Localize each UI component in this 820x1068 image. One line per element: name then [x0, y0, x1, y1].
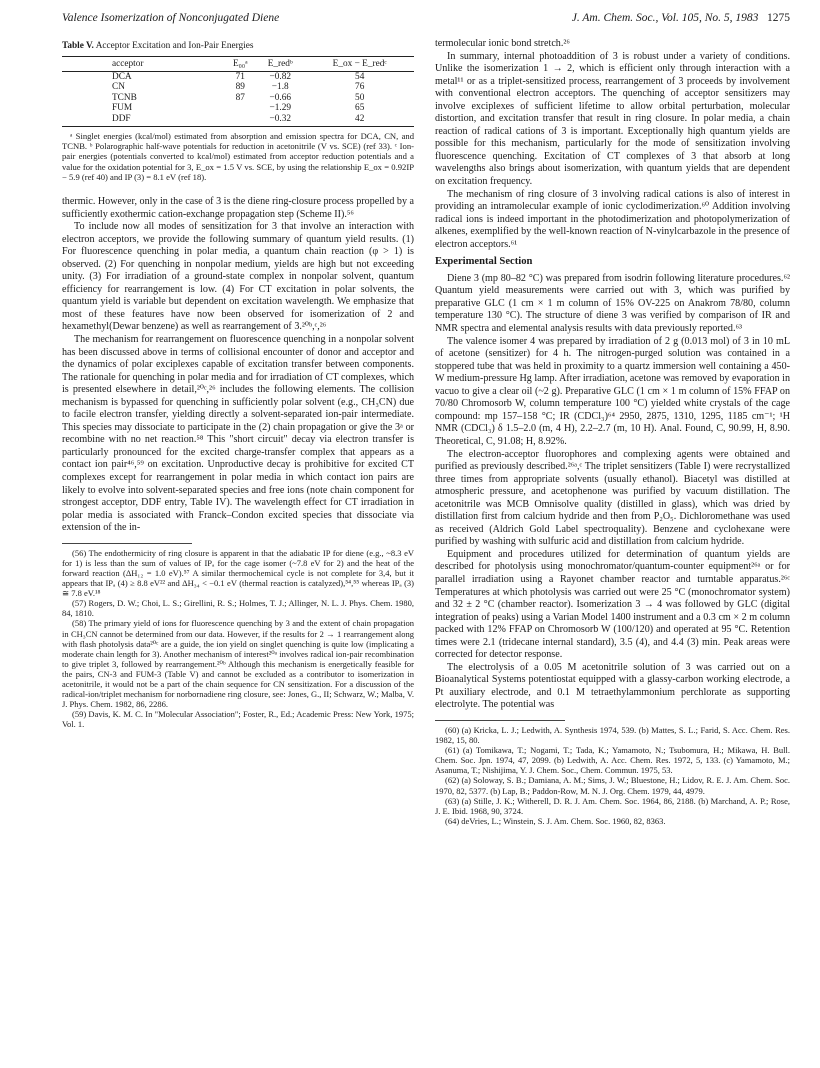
table-title: Acceptor Excitation and Ion-Pair Energies — [95, 41, 254, 51]
table-cell: −0.32 — [255, 114, 305, 127]
body-paragraph: thermic. However, only in the case of 3 is the diene ring-closure process propelled by a sufficiently exothermic cation-exchange propagation step (Scheme II).⁵⁶ — [62, 196, 414, 220]
experimental-paragraph: The electron-acceptor fluorophores and complexing agents were obtained and purified as previously described.²⁶ᵃ,ᶜ The triplet sensitizers (Table I) were recrystallized three times from appropriate solvents (usually ethanol). Biacetyl was distilled at atmospheric pressure, and acetophenone was purified by vacuum distillation. The acetonitrile was MCB Omnisolve quality (distilled in glass), which was dried by distillation first from calcium hydride and then from P₂O₅. Dichloromethane was used as received (Aldrich Gold Label spectroquality). Benzene and cyclohexane were purified by washing with sulfuric acid and distillation from calcium hydride. — [435, 448, 790, 548]
table-row — [62, 114, 414, 127]
table-cell: −0.82 — [269, 71, 291, 82]
footnote: (61) (a) Tomikawa, T.; Nogami, T.; Tada, K.; Yamamoto, N.; Tsubomura, H.; Mikawa, H. Bull. Chem. Soc. Jpn. 1974, 47, 2099. (b) Ledwith, A. Acc. Chem. Res. 1972, 5, 133. (c) Yamamoto, M.; Asanuma, T.; Nishijima, Y. J. Chem. Soc., Chem. Commun. 1975, 53. — [435, 745, 790, 776]
table-cell: DCA — [112, 71, 132, 82]
section-heading: Experimental Section — [435, 256, 533, 268]
footnote: (57) Rogers, D. W.; Choi, L. S.; Girellini, R. S.; Holmes, T. J.; Allinger, N. L. J. Phys. Chem. 1980, 84, 1810. — [62, 598, 414, 619]
body-paragraph: The mechanism of ring closure of 3 involving radical cations is also of interest in providing an intramolecular example of ionic cyclodimerization.⁶⁰ Addition involving radical ions is indeed important in the photodimerization and photopolymerization of alkenes, exemplified by the well-known reaction of N-vinylcarbazole in the presence of electron acceptors.⁶¹ — [435, 188, 790, 250]
body-paragraph: To include now all modes of sensitization for 3 that involve an interaction with electron acceptors, we provide the following summary of quantum yield results. (1) For fluorescence quenching in polar media, a quantum chain reaction (φ > 1) is observed. (2) For quenching in nonpolar medium, yields are high but not exceeding unity. (3) For irradiation of a ground-state complex in nonpolar solvent, quantum efficiency for rearrangement is low. (4) For CT excitation in polar solvents, the quantum yield is variable but dependent on excitation wavelength. We emphasize that most of these features have now been observed for isomerization of 2 and hexamethyl(Dewar benzene) as well as rearrangement of 3.²⁰ᵇ,ᶜ,²⁶ — [62, 221, 414, 333]
table-cell: 54 — [355, 71, 365, 82]
table-cell: 65 — [355, 103, 365, 114]
table-header-cell: E₀₀ᵃ — [226, 56, 256, 71]
table-caption — [62, 40, 414, 53]
body-paragraph: The mechanism for rearrangement on fluorescence quenching in a nonpolar solvent has been discussed above in terms of collisional encounter of donor and acceptor and the dynamics of polar exciplexes capable of excitation transfer between components. The rationale for quenching in polar media and for irradiation of CT complexes, which is presented elsewhere in detail,²⁰ᶜ,²⁶ includes the following elements. The collision mechanism is bypassed for quenching in sufficiently polar solvent (e.g., CH₃CN) due to facile electron transfer, yielding directly a solvent-separated ion-pair intermediate. This species may dissociate to participate in the (2) chain propagation or give the 3ᵃ or recombine with no net reaction.⁵⁸ This "short circuit" decay via electron transfer is particularly pronounced for the excited charge-transfer complex that appears as a contact ion pair⁴⁶,⁵⁹ on excitation. Unproductive decay is prohibitive for excited CT complexes except for rearrangement in polar media in which contact ion pairs are likely to evolve into solvent-separated species and free ions (note chain component for strongest acceptor, DDF entry, Table IV). The wavelength effect for CT irradiation in polar media is associated with Franck–Condon excited species that dissociate via extension of the in- — [62, 334, 414, 534]
table-header-cell: E_ox − E_redᶜ — [305, 56, 414, 71]
left-column — [62, 38, 414, 729]
footnote-divider — [435, 720, 565, 721]
table-cell: −1.29 — [269, 103, 291, 114]
footnote: (56) The endothermicity of ring closure is apparent in that the adiabatic IP for diene (e.g., ~8.3 eV for 1) is less than the sum of values of IPₐ for the cage isomer (~7.8 eV for 2) and the heat of the forward reaction (ΔH₁₂ = 1.0 eV).⁵⁷ A similar thermochemical cycle is not complete for 3,4, but it appears that IPₐ (4) ≥ 8.8 eV²² and ΔH₃₄ < −0.1 eV (thermal reaction is catalyzed),⁵⁴,⁵⁵ whereas IPₐ (3) ≅ 7.8 eV.¹⁸ — [62, 547, 414, 599]
energies-table — [62, 56, 414, 127]
right-column — [435, 38, 790, 826]
table-cell: 87 — [235, 92, 245, 103]
experimental-paragraph: Diene 3 (mp 80–82 °C) was prepared from isodrin following literature procedures.⁶² Quantum yield measurements were carried out with 3, which was purified by preparative GLC (1 cm × 1 m column of 15% OV-225 on Anakrom 78/80, column temperature 130 °C). The structure of diene 3 was verified by comparison of IR and NMR spectra and elemental analysis results with data previously reported.⁶³ — [435, 272, 790, 335]
table-header-cell: acceptor — [62, 56, 226, 71]
table-cell — [226, 114, 256, 127]
body-paragraph: In summary, internal photoaddition of 3 is robust under a variety of conditions. Unlike the isomerization 1 → 2, which is efficient only through interaction with a metal¹¹ or as a triplet-sensitized process, rearrangement of 3 proceeds by involvement with conventional electron acceptors. The quenching of acceptor sensitizers may involve exciplexes of sufficient lifetime to allow orbital perturbation, molecular distortion, and excitation transfer that result in ring closure. In polar media, a chain reaction of radical cations of 3 is important. Exceptionally high quantum yields are possible for this mechanism, particularly for the mode of sensitization involving fluorescence quenching. Excitation of CT complexes of 3 that absorb at long wavelengths also brings about isomerization, with quantum yields that are dependent on excitation frequency. — [435, 50, 790, 188]
experimental-paragraph: The electrolysis of a 0.05 M acetonitrile solution of 3 was carried out on a Bioanalytical Systems potentiostat equipped with a glassy-carbon working electrode, a Pt auxiliary electrode, and 0.1 M tetraethylammonium perchlorate as supporting electrolyte. The potential was — [435, 661, 790, 711]
footnote: (59) Davis, K. M. C. In "Molecular Association"; Foster, R., Ed.; Academic Press: New York, 1975; Vol. 1. — [62, 709, 414, 730]
table-row — [62, 71, 414, 82]
footnote-divider — [62, 543, 192, 544]
footnote: (60) (a) Kricka, L. J.; Ledwith, A. Synthesis 1974, 539. (b) Mattes, S. L.; Farid, S. Acc. Chem. Res. 1982, 15, 80. — [435, 724, 790, 746]
table-cell: 76 — [355, 82, 365, 93]
table-cell: −0.66 — [269, 92, 291, 103]
page-number: 1275 — [767, 12, 790, 24]
table-cell: 71 — [235, 71, 245, 82]
journal-citation: J. Am. Chem. Soc., Vol. 105, No. 5, 1983 — [571, 12, 759, 24]
table-cell — [226, 103, 256, 113]
experimental-paragraph: The valence isomer 4 was prepared by irradiation of 2 g (0.013 mol) of 3 in 10 mL of acetone (sensitizer) for 4 h. The nitrogen-purged solution was contained in a stoppered tube that was held in proximity to a quartz immersion well containing a 450-W medium-pressure Hg lamp. After irradiation, acetone was removed by evaporation in vacuo to give a clear oil (~2 g). Preparative GLC (1 cm × 1 m column of 15% FFAP on 70/80 Chromosorb W, column temperature 100 °C) yielded white crystals of the cage compound: mp 157–158 °C; IR (CDCl₃)⁶⁴ 2950, 2875, 1310, 1295, 1185 cm⁻¹; ¹H NMR (CDCl₃) δ 1.5–2.0 (m, 4 H), 2.2–2.7 (m, 10 H). Anal. Found, C, 90.99, H, 8.90. Theoretical, C, 91.08; H, 8.92%. — [435, 335, 790, 447]
table-cell: 50 — [355, 92, 365, 103]
footnote: (64) deVries, L.; Winstein, S. J. Am. Chem. Soc. 1960, 82, 8363. — [445, 815, 666, 826]
table-row — [62, 82, 414, 92]
experimental-paragraph: Equipment and procedures utilized for determination of quantum yields are described for photolysis using monochromator/quantum-counter equipment²⁶ᵃ or for parallel irradiation using a Rayonet chamber reactor and turntable apparatus.²⁶ᶜ Temperatures at which photolysis was carried out were 25 °C (monochromator system) and 32 ± 2 °C (chamber reactor). Isomerization 3 → 4 was followed by GLC (digital integration of peaks) using a Varian Model 1400 instrument and a 0.3 cm × 2 m column packed with 12% FFAP on Chromosorb W (100/120) and operated at 95 °C. Retention times were 2.1 (tridecane internal standard), 3.5 (4), and 4.4 (3) min. Peak areas were corrected for detector response. — [435, 548, 790, 661]
running-head — [62, 12, 790, 30]
table-cell: FUM — [112, 103, 133, 114]
table-label: Table V. — [62, 41, 94, 51]
table-cell: 42 — [305, 114, 414, 127]
table-cell: 89 — [235, 82, 245, 93]
body-paragraph: termolecular ionic bond stretch.²⁶ — [435, 38, 570, 49]
table-cell: −1.8 — [271, 82, 289, 93]
table-cell: DDF — [62, 114, 226, 127]
footnotes-right — [435, 725, 790, 826]
table-header-cell: E_redᵇ — [255, 56, 305, 71]
table-header-row — [62, 56, 414, 71]
table-row — [62, 103, 414, 113]
running-head-citation — [572, 12, 790, 24]
table-footnote: ᵃ Singlet energies (kcal/mol) estimated from absorption and emission spectra for DCA, CN, and TCNB. ᵇ Polarographic half-wave potentials for reduction in acetonitrile (V vs. SCE) (ref 33). ᶜ Ion-pair energies (potentials converted to kcal/mol) estimated from acceptor reduction potentials and a value for the oxidation potential for 3, E_ox = 1.5 V vs. SCE, by using the relationship E_ox = 0.92IP − 5.9 (ref 40) and IP (3) = 8.1 eV (ref 18). — [62, 130, 414, 182]
table-cell: TCNB — [112, 92, 137, 103]
footnotes-left — [62, 548, 414, 730]
running-head-title: Valence Isomerization of Nonconjugated Diene — [62, 12, 280, 24]
footnote: (63) (a) Stille, J. K.; Witherell, D. R. J. Am. Chem. Soc. 1964, 86, 2188. (b) Marchand, A. P.; Rose, J. E. Ibid. 1968, 90, 3724. — [435, 795, 790, 816]
table-cell: CN — [112, 82, 125, 93]
table-row — [62, 93, 414, 103]
footnote: (58) The primary yield of ions for fluorescence quenching by 3 and the extent of chain propagation in CH₃CN cannot be determined from our data. However, if the results for 2 → 1 rearrangement along with flash photolysis data²⁰ᶜ are a guide, the ion yield on singlet quenching is quite low (implicating a moderate chain length for 3). Another mechanism of interest²⁰ᵃ involves radical ion-pair recombination to give triplet 3, followed by rearrangement.²⁰ᵇ Although this mechanism is energetically feasible for the pairs, CN-3 and FUM-3 (Table V) and cannot be excluded as a contributor to isomerization in acetonitrile, it would not be a part of the chain sequence for CN sensitization. For a discussion of the radical-ion/triplet mechanism for norbornadiene ring closure, see: Jones, G., II; Schwarz, W.; Malba, V. J. Phys. Chem. 1982, 86, 2286. — [62, 618, 414, 710]
footnote: (62) (a) Soloway, S. B.; Damiana, A. M.; Sims, J. W.; Bluestone, H.; Lidov, R. E. J. Am. Chem. Soc. 1970, 82, 5377. (b) Lap, B.; Paddon-Row, M. N. J. Org. Chem. 1979, 44, 4979. — [435, 775, 790, 796]
